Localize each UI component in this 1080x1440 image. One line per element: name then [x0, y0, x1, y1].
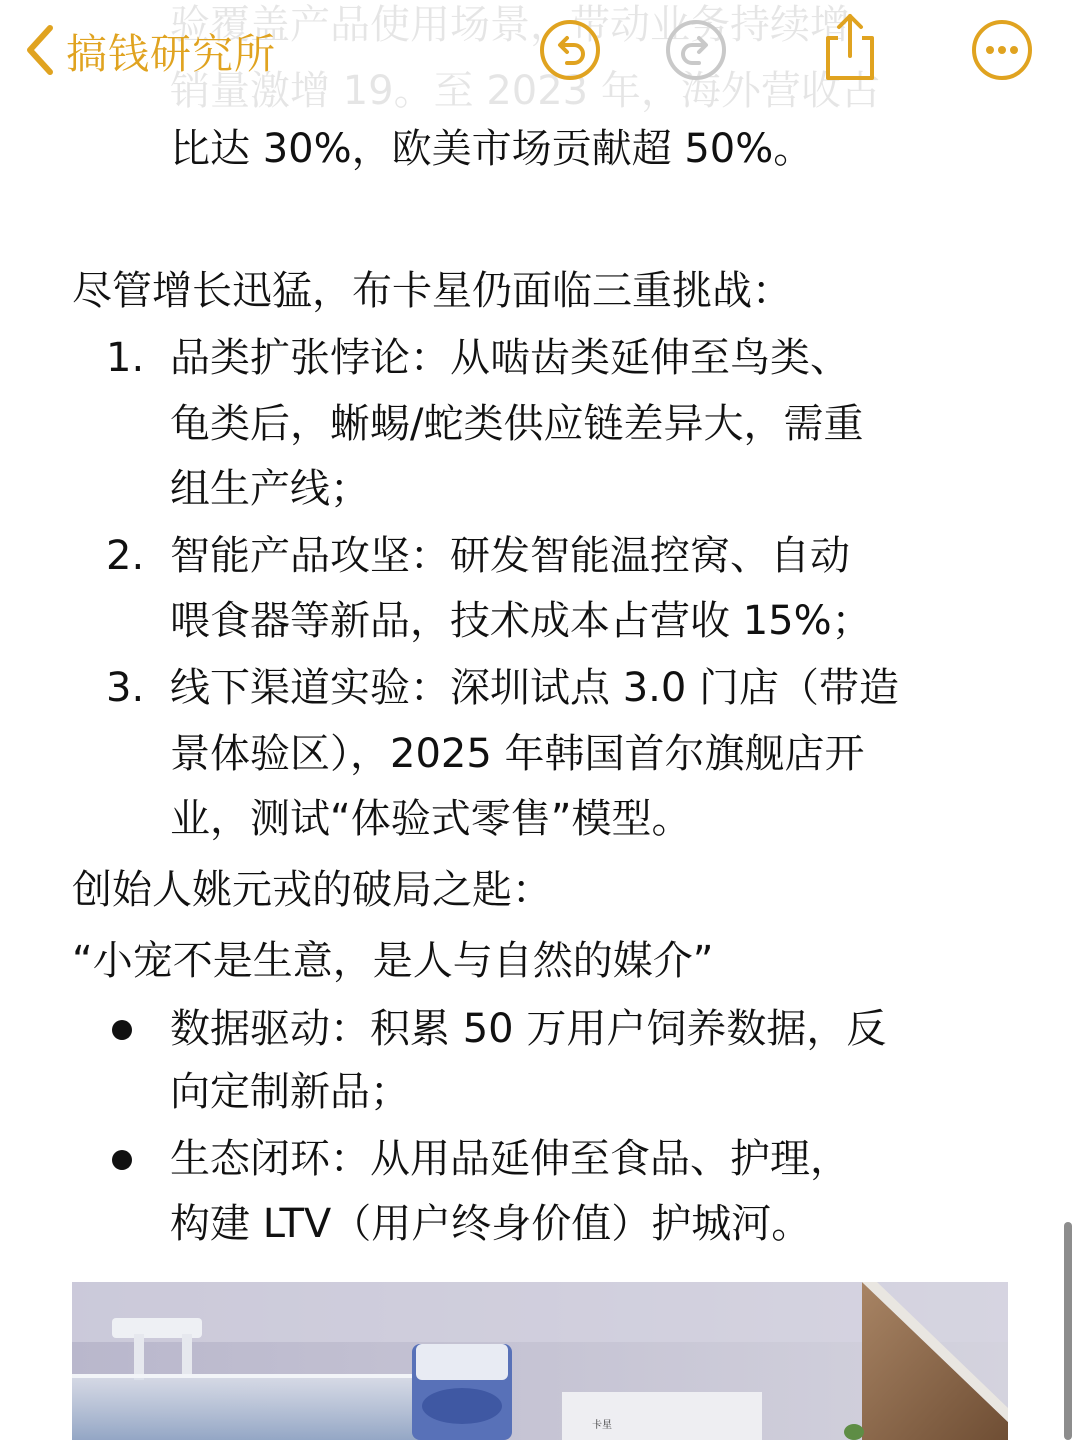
more-button[interactable] — [970, 18, 1034, 82]
bullet-item-line: 数据驱动：积累 50 万用户饲养数据，反 — [170, 1006, 887, 1052]
share-icon — [818, 12, 882, 82]
photo-label: 卡星 — [592, 1420, 612, 1431]
list-number: 3. — [106, 665, 145, 711]
list-item-line: 龟类后，蜥蜴/蛇类供应链差异大，需重 — [170, 401, 864, 447]
list-number: 2. — [106, 533, 145, 579]
founder-heading: 创始人姚元戎的破局之匙： — [72, 867, 552, 913]
ghost-line-1: 验覆盖产品使用场景，带动业务持续增 — [170, 2, 850, 48]
bullet-item-line: 向定制新品； — [170, 1069, 410, 1115]
list-item-line: 喂食器等新品，技术成本占营收 15%； — [170, 598, 872, 644]
bullet-dot — [112, 1020, 132, 1040]
product-photo-illustration — [72, 1282, 1008, 1440]
list-item-line: 智能产品攻坚：研发智能温控窝、自动 — [170, 533, 850, 579]
ghost-line-2: 销量激增 19。至 2023 年，海外营收占 — [170, 68, 881, 114]
share-button[interactable] — [818, 12, 882, 76]
embedded-photo[interactable] — [72, 1282, 1008, 1440]
scrollbar[interactable] — [1064, 1222, 1072, 1440]
challenges-intro: 尽管增长迅猛，布卡星仍面临三重挑战： — [72, 268, 792, 314]
bullet-item-line: 生态闭环：从用品延伸至食品、护理， — [170, 1136, 850, 1182]
list-item-line: 组生产线； — [170, 466, 370, 512]
chevron-left-icon — [22, 18, 58, 82]
more-icon — [970, 18, 1034, 82]
redo-icon — [664, 18, 728, 82]
list-item-line: 品类扩张悖论：从啮齿类延伸至鸟类、 — [170, 335, 850, 381]
list-item-line: 景体验区），2025 年韩国首尔旗舰店开 — [170, 731, 865, 777]
list-item-line: 业，测试“体验式零售”模型。 — [170, 796, 692, 842]
back-label: 搞钱研究所 — [66, 29, 276, 78]
paragraph-end-line: 比达 30%，欧美市场贡献超 50%。 — [170, 126, 814, 172]
undo-icon — [538, 18, 602, 82]
bullet-item-line: 构建 LTV（用户终身价值）护城河。 — [170, 1201, 812, 1247]
undo-button[interactable] — [538, 18, 602, 82]
back-button[interactable] — [22, 18, 276, 82]
bullet-dot — [112, 1150, 132, 1170]
redo-button[interactable] — [664, 18, 728, 82]
list-item-line: 线下渠道实验：深圳试点 3.0 门店（带造 — [170, 665, 900, 711]
list-number: 1. — [106, 335, 145, 381]
nav-bar — [0, 0, 1080, 104]
founder-quote: “小宠不是生意，是人与自然的媒介” — [72, 938, 714, 984]
